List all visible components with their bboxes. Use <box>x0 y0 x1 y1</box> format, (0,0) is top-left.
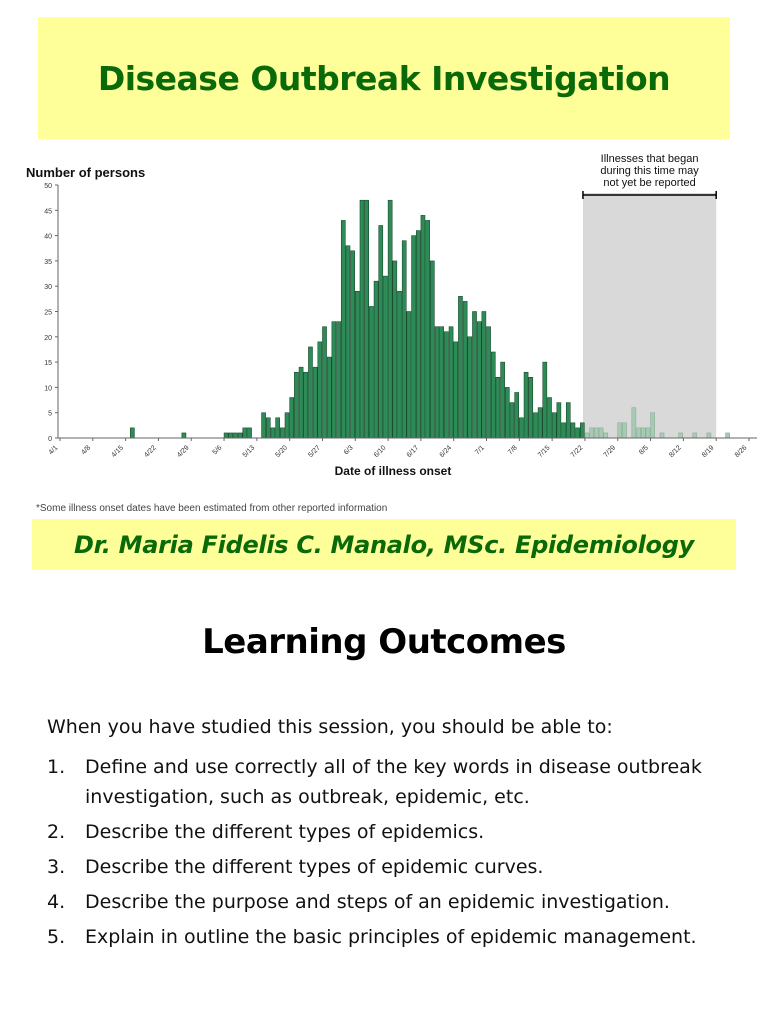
bar <box>365 200 369 438</box>
x-tick-label: 6/24 <box>438 444 454 460</box>
bar <box>552 413 556 438</box>
bar <box>224 433 228 438</box>
x-tick-label: 4/22 <box>143 444 158 460</box>
x-tick-label: 5/13 <box>241 444 257 460</box>
item-number: 2. <box>47 821 66 843</box>
bar <box>487 327 491 438</box>
y-tick-label: 30 <box>44 284 52 292</box>
bar <box>351 251 355 438</box>
y-tick-label: 0 <box>48 436 52 443</box>
x-tick-label: 5/6 <box>211 444 224 457</box>
x-tick-label: 7/22 <box>569 444 585 460</box>
bar <box>266 418 270 438</box>
bar <box>557 403 561 438</box>
list-item <box>47 752 747 812</box>
bar <box>238 433 242 438</box>
bar <box>341 220 345 438</box>
bar-pending <box>707 433 711 438</box>
bar <box>515 392 519 438</box>
bar <box>458 296 462 438</box>
y-axis-label: Number of persons <box>26 165 146 180</box>
bar <box>374 281 378 438</box>
bar <box>482 312 486 439</box>
x-tick-label: 7/29 <box>602 444 618 460</box>
bar-pending <box>594 428 598 438</box>
item-number: 3. <box>47 856 66 878</box>
bar <box>229 433 233 438</box>
x-tick-label: 4/15 <box>110 444 126 460</box>
bar-pending <box>618 423 622 438</box>
bar <box>322 327 326 438</box>
x-tick-label: 4/29 <box>176 444 191 460</box>
y-tick-label: 50 <box>44 183 52 190</box>
x-tick-label: 4/1 <box>47 444 60 457</box>
learning-outcomes-heading: Learning Outcomes <box>202 622 566 662</box>
bar <box>280 428 284 438</box>
list-item <box>47 887 747 917</box>
bar-pending <box>726 433 730 438</box>
epidemic-curve-svg <box>22 150 762 520</box>
x-tick-label: 6/3 <box>342 444 355 457</box>
bar <box>412 236 416 438</box>
x-tick-label: 8/26 <box>733 444 749 460</box>
y-tick-label: 45 <box>44 208 52 216</box>
pending-annotation-line: not yet be reported <box>603 177 696 189</box>
x-tick-label: 6/10 <box>372 444 388 460</box>
bar <box>566 403 570 438</box>
bar-pending <box>585 433 589 438</box>
pending-region <box>583 193 716 438</box>
bar <box>440 327 444 438</box>
bar <box>247 428 251 438</box>
bar <box>271 428 275 438</box>
bar <box>463 301 467 438</box>
bar <box>379 225 383 438</box>
bar <box>421 215 425 438</box>
bar <box>360 200 364 438</box>
bar <box>435 327 439 438</box>
bar <box>496 377 500 438</box>
epidemic-curve-chart <box>22 150 762 520</box>
bar <box>444 332 448 438</box>
list-item <box>47 852 747 882</box>
bar <box>533 413 537 438</box>
x-tick-label: 8/19 <box>701 444 716 460</box>
bar <box>505 387 509 438</box>
bar <box>524 372 528 438</box>
bar <box>313 367 317 438</box>
bar-pending <box>637 428 641 438</box>
x-tick-label: 4/8 <box>80 444 93 457</box>
x-tick-label: 6/17 <box>405 444 421 460</box>
y-tick-label: 5 <box>48 410 52 418</box>
bar <box>285 413 289 438</box>
bar <box>477 322 481 438</box>
bar <box>416 231 420 438</box>
bar-pending <box>604 433 608 438</box>
bar <box>393 261 397 438</box>
bar <box>449 327 453 438</box>
bar <box>346 246 350 438</box>
bar <box>308 347 312 438</box>
bar <box>276 418 280 438</box>
bar <box>299 367 303 438</box>
bar <box>332 322 336 438</box>
bar-pending <box>660 433 664 438</box>
bar-pending <box>599 428 603 438</box>
item-number: 4. <box>47 891 66 913</box>
bar <box>318 342 322 438</box>
bar <box>388 200 392 438</box>
bar <box>233 433 237 438</box>
y-tick-label: 40 <box>44 233 52 241</box>
bar <box>529 377 533 438</box>
item-number: 5. <box>47 926 66 948</box>
list-item <box>47 922 747 952</box>
bar <box>182 433 186 438</box>
bar <box>304 372 308 438</box>
y-tick-label: 15 <box>44 360 52 368</box>
bar <box>294 372 298 438</box>
bar-pending <box>651 413 655 438</box>
bar <box>243 428 247 438</box>
bar <box>468 337 472 438</box>
bar-pending <box>622 423 626 438</box>
pending-annotation-line: during this time may <box>600 165 699 177</box>
bar <box>290 398 294 438</box>
list-item <box>47 817 747 847</box>
pending-annotation <box>600 153 699 189</box>
x-tick-label: 7/1 <box>474 444 486 457</box>
bar <box>501 362 505 438</box>
bar-pending <box>641 428 645 438</box>
item-text: Define and use correctly all of the key words in disease outbreak investigation, such as outbreak, epidemic, etc. <box>85 756 702 808</box>
x-tick-label: 7/8 <box>506 444 519 457</box>
page-title: Disease Outbreak Investigation <box>97 58 671 98</box>
learning-intro: When you have studied this session, you should be able to: <box>47 716 613 738</box>
x-tick-label: 5/27 <box>307 444 322 460</box>
bar <box>430 261 434 438</box>
bar-pending <box>693 433 697 438</box>
chart-footnote: *Some illness onset dates have been estimated from other reported information <box>36 503 388 514</box>
bar <box>547 398 551 438</box>
pending-annotation-line: Illnesses that began <box>600 153 699 165</box>
y-tick-label: 10 <box>44 385 52 393</box>
bar <box>407 312 411 439</box>
bar <box>576 428 580 438</box>
bar <box>580 423 584 438</box>
title-banner <box>38 17 730 139</box>
x-tick-label: 8/12 <box>668 444 683 460</box>
bar <box>130 428 134 438</box>
bar <box>571 423 575 438</box>
x-axis-label: Date of illness onset <box>334 464 452 478</box>
bar <box>491 352 495 438</box>
bar <box>426 220 430 438</box>
bar <box>538 408 542 438</box>
bar <box>337 322 341 438</box>
author-name: Dr. Maria Fidelis C. Manalo, MSc. Epidemiology <box>74 530 694 559</box>
bar-pending <box>646 428 650 438</box>
bar <box>402 241 406 438</box>
item-number: 1. <box>47 756 66 778</box>
x-tick-label: 5/20 <box>274 444 290 460</box>
item-text: Describe the different types of epidemic curves. <box>85 856 544 878</box>
y-tick-label: 25 <box>44 309 52 317</box>
bar <box>454 342 458 438</box>
author-banner <box>32 519 736 570</box>
bar <box>510 403 514 438</box>
bar <box>327 357 331 438</box>
bar <box>369 306 373 438</box>
bar-pending <box>632 408 636 438</box>
bar <box>562 423 566 438</box>
bar <box>397 291 401 438</box>
item-text: Describe the different types of epidemics. <box>85 821 485 843</box>
bar <box>543 362 547 438</box>
bar-pending <box>590 428 594 438</box>
item-text: Explain in outline the basic principles of epidemic management. <box>85 926 697 948</box>
learning-outcomes-list <box>47 752 747 957</box>
bar <box>472 312 476 439</box>
x-tick-label: 7/15 <box>536 444 552 460</box>
item-text: Describe the purpose and steps of an epidemic investigation. <box>85 891 670 913</box>
x-tick-label: 8/5 <box>638 444 650 457</box>
y-tick-label: 35 <box>44 258 52 266</box>
bar <box>519 418 523 438</box>
bar <box>383 276 387 438</box>
y-tick-label: 20 <box>44 334 52 342</box>
bar-pending <box>679 433 683 438</box>
bar <box>262 413 266 438</box>
bar <box>355 291 359 438</box>
